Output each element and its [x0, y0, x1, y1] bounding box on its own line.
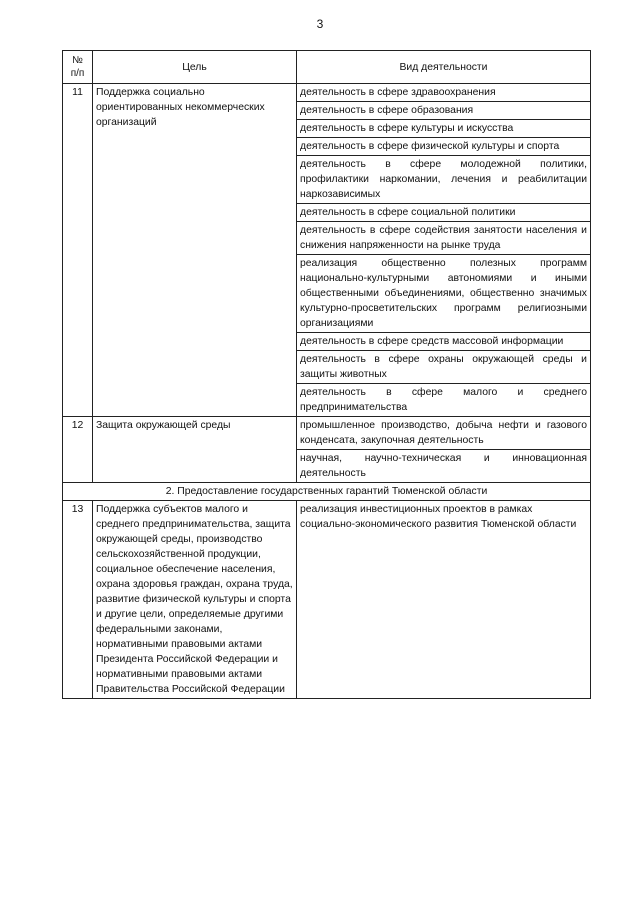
- row-number: 13: [63, 501, 93, 699]
- row-goal: Защита окружающей среды: [93, 417, 297, 483]
- activity-cell: деятельность в сфере средств массовой информации: [297, 333, 591, 351]
- row-number: 11: [63, 84, 93, 417]
- header-number: [63, 51, 93, 84]
- row-number: 12: [63, 417, 93, 483]
- activity-cell: деятельность в сфере малого и среднего предпринимательства: [297, 384, 591, 417]
- activity-cell: деятельность в сфере содействия занятости населения и снижения напряженности на рынке труда: [297, 222, 591, 255]
- activity-cell: деятельность в сфере молодежной политики, профилактики наркомании, лечения и реабилитации наркозависимых: [297, 156, 591, 204]
- section-title: 2. Предоставление государственных гарантий Тюменской области: [63, 483, 591, 501]
- activity-cell: деятельность в сфере физической культуры и спорта: [297, 138, 591, 156]
- table-row: [63, 501, 591, 699]
- header-goal: Цель: [93, 51, 297, 84]
- page-number: 3: [316, 17, 324, 31]
- activity-cell: деятельность в сфере социальной политики: [297, 204, 591, 222]
- activity-cell: промышленное производство, добыча нефти и газового конденсата, закупочная деятельность: [297, 417, 591, 450]
- header-activity: Вид деятельности: [297, 51, 591, 84]
- row-goal: Поддержка субъектов малого и среднего предпринимательства, защита окружающей среды, производство сельскохозяйственной продукции, социальное обеспечение населения, охрана здоровья граждан, охрана труда, развитие физической культуры и спорта и другие цели, определяемые другими федеральными законами, нормативными правовыми актами Президента Российской Федерации и нормативными правовыми актами Правительства Российской Федерации: [93, 501, 297, 699]
- row-goal: Поддержка социально ориентированных некоммерческих организаций: [93, 84, 297, 417]
- activity-cell: деятельность в сфере образования: [297, 102, 591, 120]
- activity-cell: деятельность в сфере здравоохранения: [297, 84, 591, 102]
- table-header-row: [63, 51, 591, 84]
- activity-cell: деятельность в сфере охраны окружающей среды и защиты животных: [297, 351, 591, 384]
- header-number-line2: п/п: [70, 68, 85, 79]
- activity-cell: научная, научно-техническая и инновационная деятельность: [297, 450, 591, 483]
- header-number-line1: №: [72, 55, 83, 66]
- activity-cell: реализация инвестиционных проектов в рамках социально-экономического развития Тюменской области: [297, 501, 591, 699]
- table-row: [63, 417, 591, 450]
- table-row: [63, 84, 591, 102]
- activities-table: [62, 50, 591, 699]
- activity-cell: деятельность в сфере культуры и искусства: [297, 120, 591, 138]
- activity-cell: реализация общественно полезных программ национально-культурными автономиями и иными общественными объединениями, общественно значимых культурно-просветительских программ религиозными организациями: [297, 255, 591, 333]
- section-row: [63, 483, 591, 501]
